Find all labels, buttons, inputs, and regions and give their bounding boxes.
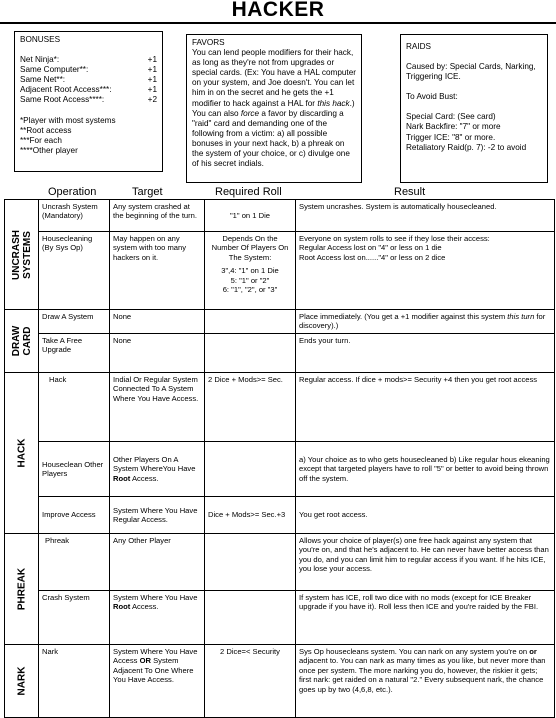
result-part: Place immediately. (You get a +1 modifier against this system [299, 312, 508, 321]
table-row [5, 497, 555, 534]
target-bold: Root [113, 602, 131, 612]
bonus-value: +1 [147, 65, 157, 75]
roll-cell: 2 Dice=< Security [205, 645, 296, 718]
operation-cell: Crash System [39, 591, 110, 645]
target-cell: System Where You Have Regular Access. [110, 497, 205, 534]
target-cell: May happen on any system with too many hackers on it. [110, 232, 205, 310]
target-part: System Adjacent To One Where You Have Access. [113, 656, 194, 685]
operation-cell: Housecleaning (By Sys Op) [39, 232, 110, 310]
result-cell: Regular access. If dice + mods>= Security +4 then you get root access [296, 373, 555, 442]
operation-cell: Draw A System [39, 310, 110, 334]
bonus-note: *Player with most systems [20, 115, 116, 125]
section-label: UNCRASH SYSTEMS [10, 229, 33, 280]
section-label: NARK [16, 666, 27, 696]
section-label: HACK [16, 438, 27, 468]
target-cell [110, 591, 205, 645]
section-label: DRAW CARD [10, 325, 33, 357]
target-cell: None [110, 310, 205, 334]
favors-text-part: You can lend people modifiers for their hack, as long as they're not from upgrades or special cards. (Ex: You have a HAL computer on your system, and Joe doesn't. You can let him in on the secret and he gets the +1 modifier to hack against a HAL for [192, 48, 356, 108]
bonus-row [20, 55, 157, 65]
favors-box [186, 34, 362, 183]
table-row [5, 200, 555, 232]
operation-cell: Houseclean Other Players [39, 442, 110, 497]
target-part: Access. [130, 602, 159, 612]
bonus-label: Same Net**: [20, 75, 66, 85]
target-bold: OR [139, 656, 151, 666]
operation-cell: Take A Free Upgrade [39, 334, 110, 373]
result-cell: Ends your turn. [296, 334, 555, 373]
roll-cell [205, 591, 296, 645]
roll-cell: "1" on 1 Die [205, 200, 296, 232]
target-part: System Where You Have [113, 593, 198, 602]
result-cell: Allows your choice of player(s) one free hack against any system that you're on, and that he's adjacent to. He can never have better access than you do, and you can limit him to regular access if you want. If he hits ICE, you lose your access. [296, 534, 555, 591]
roll-cell [205, 310, 296, 334]
section-phreak [5, 534, 39, 645]
bonus-label: Net Ninja*: [20, 55, 60, 65]
table-row [5, 591, 555, 645]
result-cell [296, 645, 555, 718]
target-part: System Where You Have Access [113, 647, 198, 666]
col-result: Result [394, 186, 426, 198]
col-target: Target [132, 186, 163, 198]
section-uncrash-systems [5, 200, 39, 310]
target-cell [110, 645, 205, 718]
bonus-label: Adjacent Root Access***: [20, 85, 112, 95]
result-cell: You get root access. [296, 497, 555, 534]
favors-text-part: .) You can also [192, 98, 355, 118]
result-part: adjacent to. You can nark as many times as you like, but never more than once per system. The more narking you do, however, the riskier it gets; first nark: get raided on a natural "2." Every subsequent nark, the chance goes up by two (4,6,8, etc.). [299, 656, 546, 694]
operation-cell: Hack [39, 373, 110, 442]
raids-avoid-heading: To Avoid Bust: [406, 92, 458, 102]
target-part: Other Players On A System WhereYou Have [113, 454, 196, 474]
roll-cell [205, 334, 296, 373]
bonus-note: ***For each [20, 135, 62, 145]
bonus-note: **Root access [20, 125, 72, 135]
rules-table [4, 199, 555, 718]
section-label: PHREAK [16, 567, 27, 611]
raids-line: Trigger ICE: "8" or more. [406, 132, 496, 142]
table-row [5, 442, 555, 497]
raids-caused-by: Caused by: Special Cards, Narking, Triggering ICE. [406, 62, 536, 82]
bonus-label: Same Computer**: [20, 65, 89, 75]
roll-cell: 2 Dice + Mods>= Sec. [205, 373, 296, 442]
favors-text [192, 48, 356, 169]
target-part: Access. [130, 473, 159, 483]
target-cell: Indial Or Regular System Connected To A System Where You Have Access. [110, 373, 205, 442]
raids-line: Special Card: (See card) [406, 112, 496, 122]
table-row [5, 645, 555, 718]
table-row [5, 534, 555, 591]
roll-cell: Dice + Mods>= Sec.+3 [205, 497, 296, 534]
target-cell: Any Other Player [110, 534, 205, 591]
col-required-roll: Required Roll [215, 186, 282, 198]
table-row [5, 232, 555, 310]
bonus-value: +2 [147, 95, 157, 105]
favors-text-emphasis: force [240, 108, 260, 118]
target-bold: Root [113, 473, 131, 483]
result-part: Sys Op housecleans system. You can nark on any system you're on [299, 647, 530, 656]
bonus-row [20, 75, 157, 85]
raids-heading: RAIDS [406, 42, 432, 51]
table-row [5, 373, 555, 442]
section-hack [5, 373, 39, 534]
roll-cell [205, 232, 296, 310]
roll-text: Depends On the Number Of Players On The System: [211, 234, 289, 262]
operation-cell: Nark [39, 645, 110, 718]
result-bold: or [529, 647, 537, 656]
raids-line: Nark Backfire: "7" or more [406, 122, 501, 132]
col-operation: Operation [48, 186, 97, 198]
favors-text-part: a favor by discarding a "raid" card and demanding one of the following from a victim: a) all possible bonuses in your next hack, b) a phreak on the system of your choice, or c) divulge one of his secret indials. [192, 108, 350, 169]
column-headers [0, 186, 556, 200]
result-cell: If system has ICE, roll two dice with no mods (except for ICE Breaker upgrade if you have it). Roll less then ICE and you're raided by the FBI. [296, 591, 555, 645]
bonuses-heading: BONUSES [20, 35, 61, 44]
result-cell: System uncrashes. System is automatically housecleaned. [296, 200, 555, 232]
result-emphasis: this turn [507, 312, 535, 321]
section-draw-card [5, 310, 39, 373]
target-cell [110, 442, 205, 497]
roll-table: 3",4: "1" on 1 Die 5: "1" or "2" 6: "1", "2", or "3" [221, 266, 279, 295]
bonus-row [20, 65, 157, 75]
bonus-value: +1 [147, 75, 157, 85]
bonus-label: Same Root Access****: [20, 95, 105, 105]
section-nark [5, 645, 39, 718]
roll-cell [205, 534, 296, 591]
operation-cell: Uncrash System (Mandatory) [39, 200, 110, 232]
bonus-value: +1 [147, 55, 157, 65]
bonus-row [20, 85, 157, 95]
target-cell: Any system crashed at the beginning of the turn. [110, 200, 205, 232]
raids-box [400, 34, 548, 183]
bonus-row [20, 95, 157, 105]
table-row [5, 334, 555, 373]
page-title: HACKER [231, 0, 325, 21]
result-cell: a) Your choice as to who gets housecleaned b) Like regular hous ekeaning except that targeted players have to roll "5" or better to avoid being thrown off the system. [296, 442, 555, 497]
bonus-note: ****Other player [20, 145, 78, 155]
operation-cell: Improve Access [39, 497, 110, 534]
target-cell: None [110, 334, 205, 373]
bonus-value: +1 [147, 85, 157, 95]
favors-text-emphasis: this hack [317, 98, 350, 108]
table-row [5, 310, 555, 334]
raids-line: Retaliatory Raid(p. 7): -2 to avoid [406, 142, 527, 152]
favors-heading: FAVORS [192, 38, 225, 47]
bonuses-box [14, 31, 163, 172]
roll-cell [205, 442, 296, 497]
result-part: for discovery).) [299, 312, 546, 331]
title-rule [0, 22, 556, 24]
result-cell [296, 310, 555, 334]
result-cell: Everyone on system rolls to see if they lose their access: Regular Access lost on "4" or less on 1 die Root Access lost on......"4" or less on 2 dice [296, 232, 555, 310]
operation-cell: Phreak [39, 534, 110, 591]
